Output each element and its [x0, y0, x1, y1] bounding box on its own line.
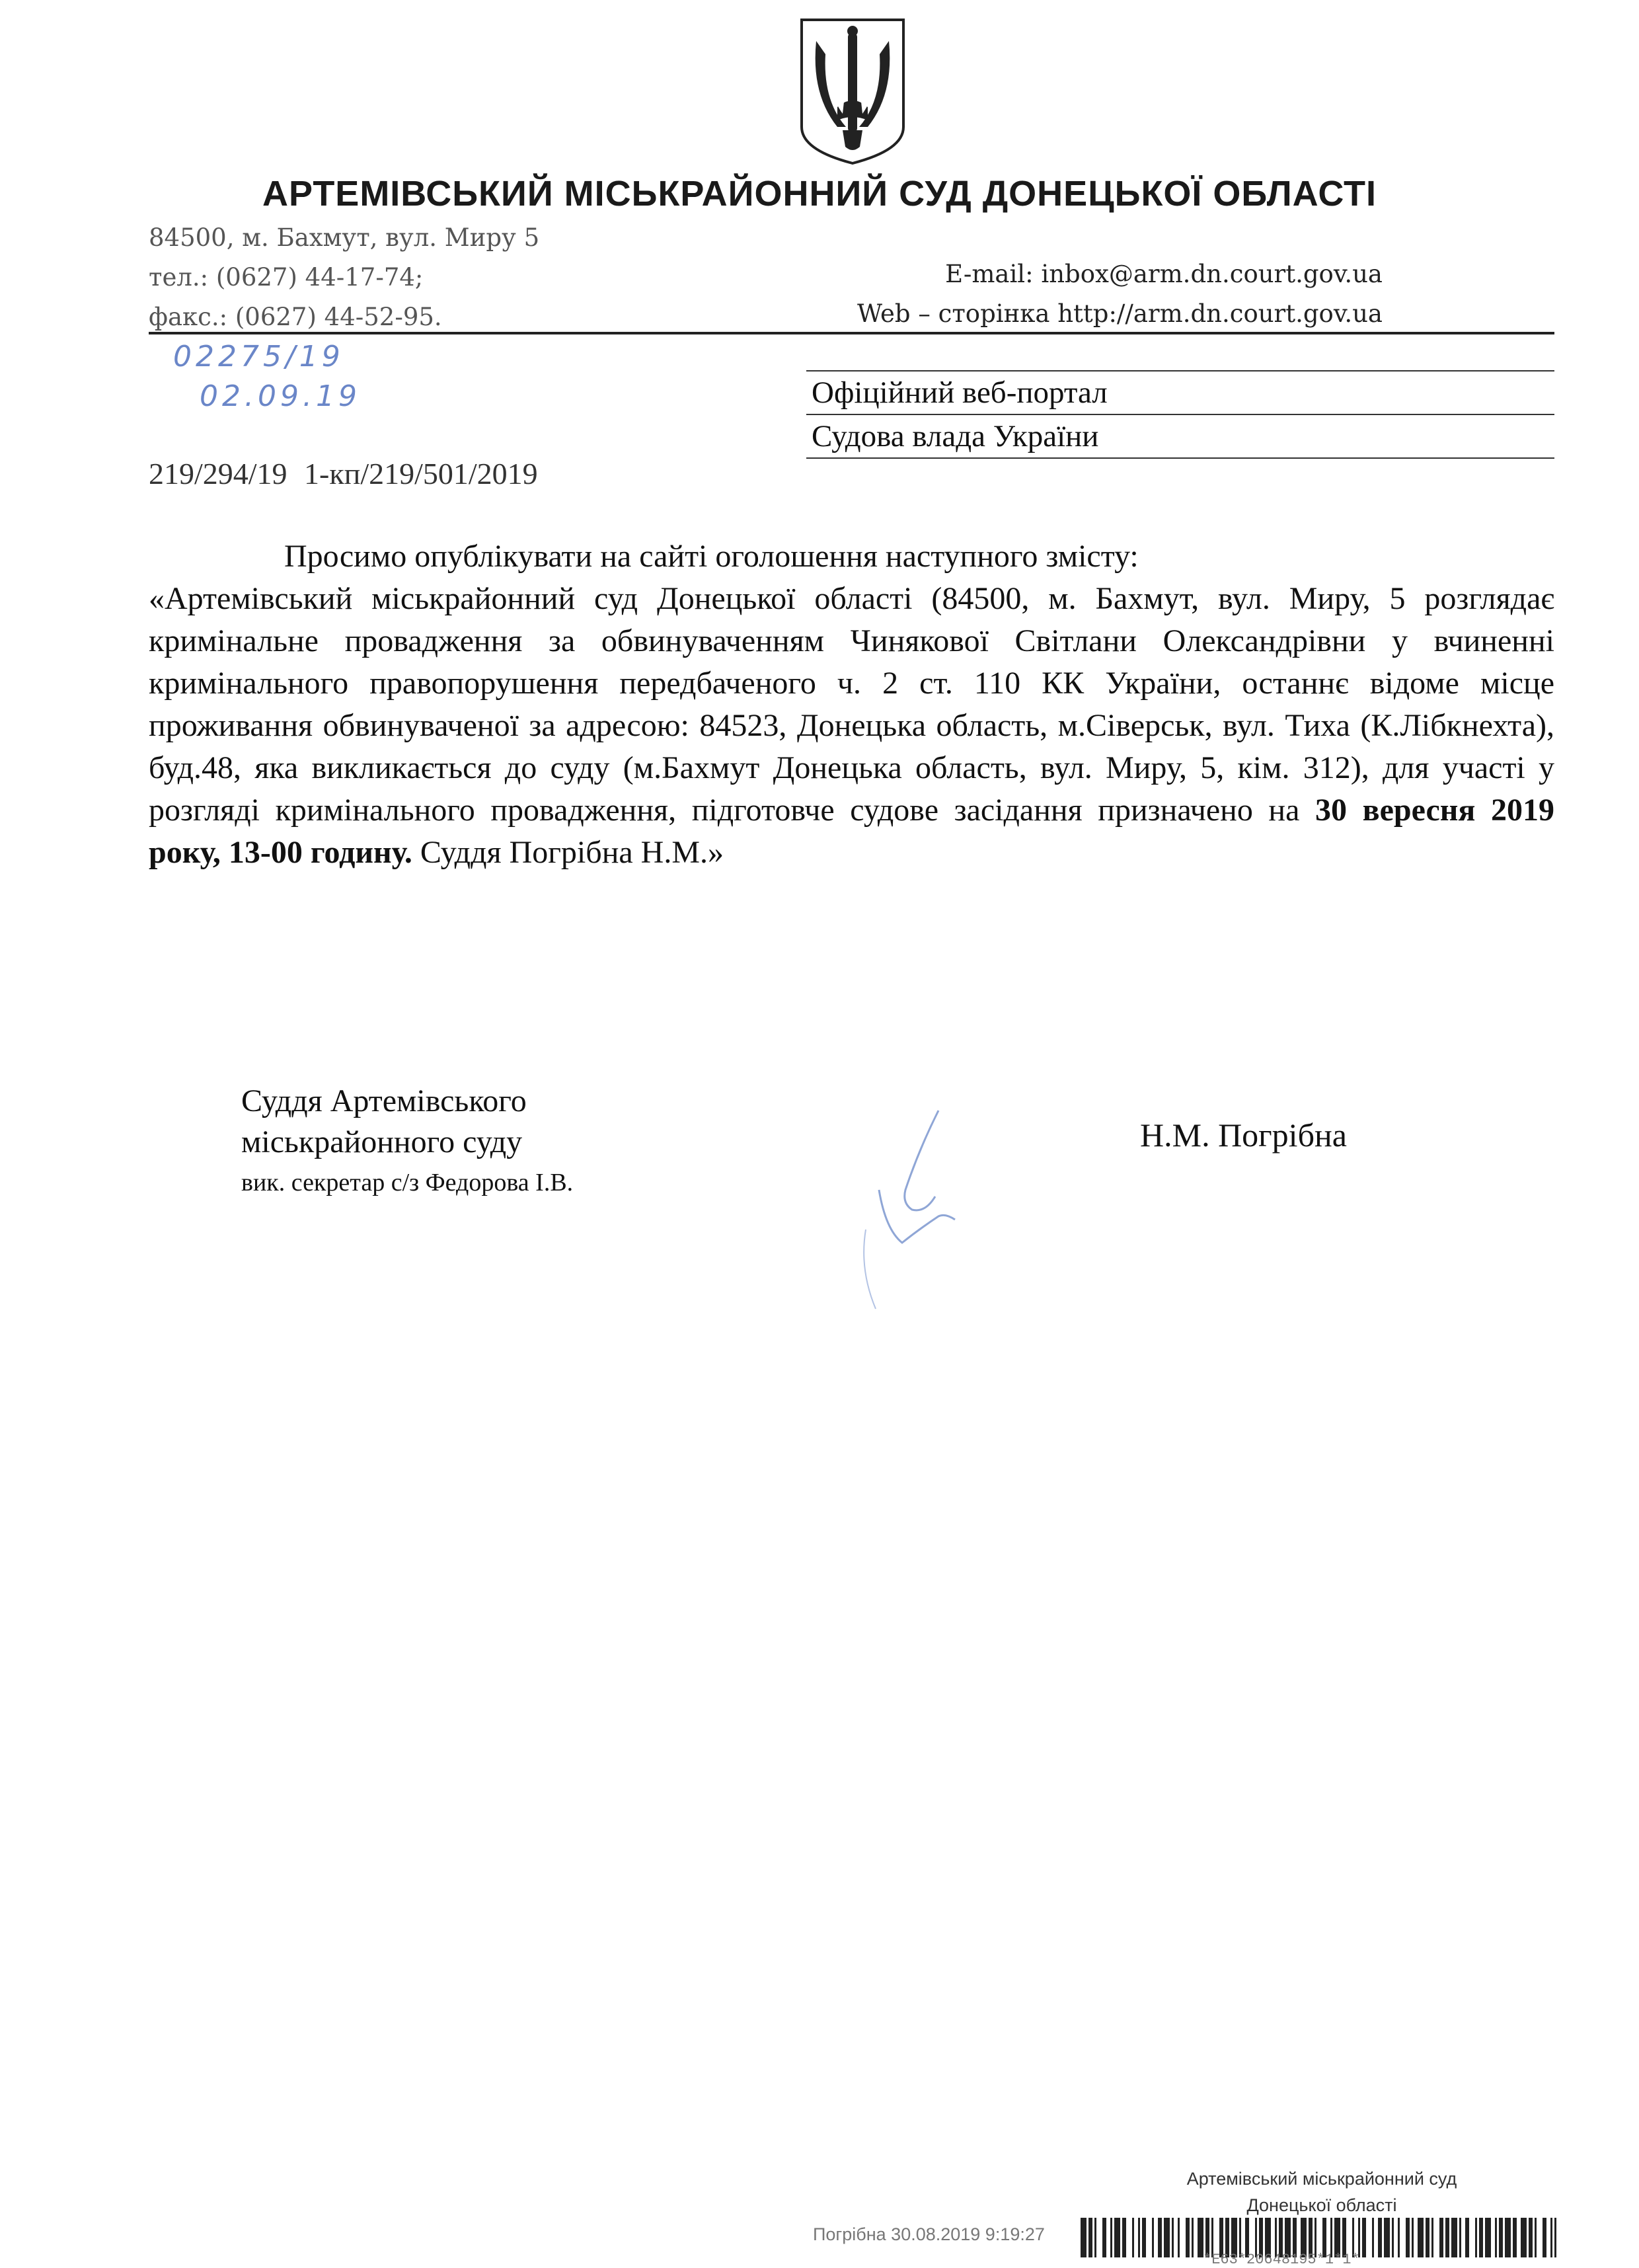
addressee-line-1: Офіційний веб-портал: [806, 370, 1554, 414]
court-name-heading: АРТЕМІВСЬКИЙ МІСЬКРАЙОННИЙ СУД ДОНЕЦЬКОЇ ОБЛАСТІ: [262, 174, 1377, 214]
announcement-paragraph: [149, 578, 1554, 874]
registration-number: 02275/19: [173, 340, 344, 373]
electronic-stamp-court: [1090, 2166, 1553, 2218]
addressee-line-2: Судова влада України: [806, 414, 1554, 459]
letter-body: [149, 535, 1554, 874]
handwritten-signature: [839, 1097, 1011, 1322]
announcement-closing: Суддя Погрібна Н.М.»: [412, 835, 724, 870]
judge-title-line-1: Суддя Артемівського: [241, 1083, 527, 1118]
announcement-text: «Артемівський міськрайонний суд Донецької області (84500, м. Бахмут, вул. Миру, 5 розглядає кримінальне провадження за обвинуваченням Чинякової Світлани Олександрівни у вчиненні кримінального правопорушення передбаченого ч. 2 ст. 110 КК України, останнє відоме місце проживання обвинуваченої за адресою: 84523, Донецька область, м.Сіверськ, вул. Тиха (К.Лібкнехта), буд.48, яка викликається до суду (м.Бахмут Донецька область, вул. Миру, 5, кім. 312), для участі у розгляді кримінального провадження, підготовче судове засідання призначено на: [149, 581, 1554, 828]
registration-date: 02.09.19: [200, 379, 361, 413]
case-numbers: 219/294/19 1-кп/219/501/2019: [149, 457, 538, 490]
barcode-text: *E63*20648195*1*1*: [1203, 2251, 1360, 2268]
handwritten-registration: [173, 337, 361, 416]
court-phone: тел.: (0627) 44-17-74;: [149, 263, 424, 292]
court-email: E-mail: inbox@arm.dn.court.gov.ua: [945, 260, 1383, 288]
secretary-note: вик. секретар с/з Федорова І.В.: [241, 1169, 574, 1196]
judge-title-line-2: міськрайонного суду: [241, 1124, 523, 1159]
header-divider: [149, 332, 1554, 334]
stamp-court-line-2: Донецької області: [1246, 2195, 1397, 2215]
court-fax: факс.: (0627) 44-52-95.: [149, 303, 442, 331]
court-address: 84500, м. Бахмут, вул. Миру 5: [149, 223, 540, 252]
judge-name: Н.М. Погрібна: [1140, 1116, 1347, 1154]
court-contacts-left: [149, 218, 539, 337]
stamp-court-line-1: Артемівський міськрайонний суд: [1186, 2169, 1457, 2189]
letter-intro: Просимо опублікувати на сайті оголошення наступного змісту:: [284, 539, 1139, 574]
addressee-block: [806, 370, 1554, 459]
coat-of-arms-icon: [796, 15, 909, 167]
court-website: Web – сторінка http://arm.dn.court.gov.ua: [857, 299, 1383, 328]
court-contacts-right: [857, 254, 1383, 334]
stamp-signed-by: Погрібна 30.08.2019 9:19:27: [813, 2224, 1045, 2244]
hearing-date: 30 вересня 2019 року, 13-00 годину.: [149, 793, 1554, 870]
signature-title-block: [241, 1081, 573, 1197]
